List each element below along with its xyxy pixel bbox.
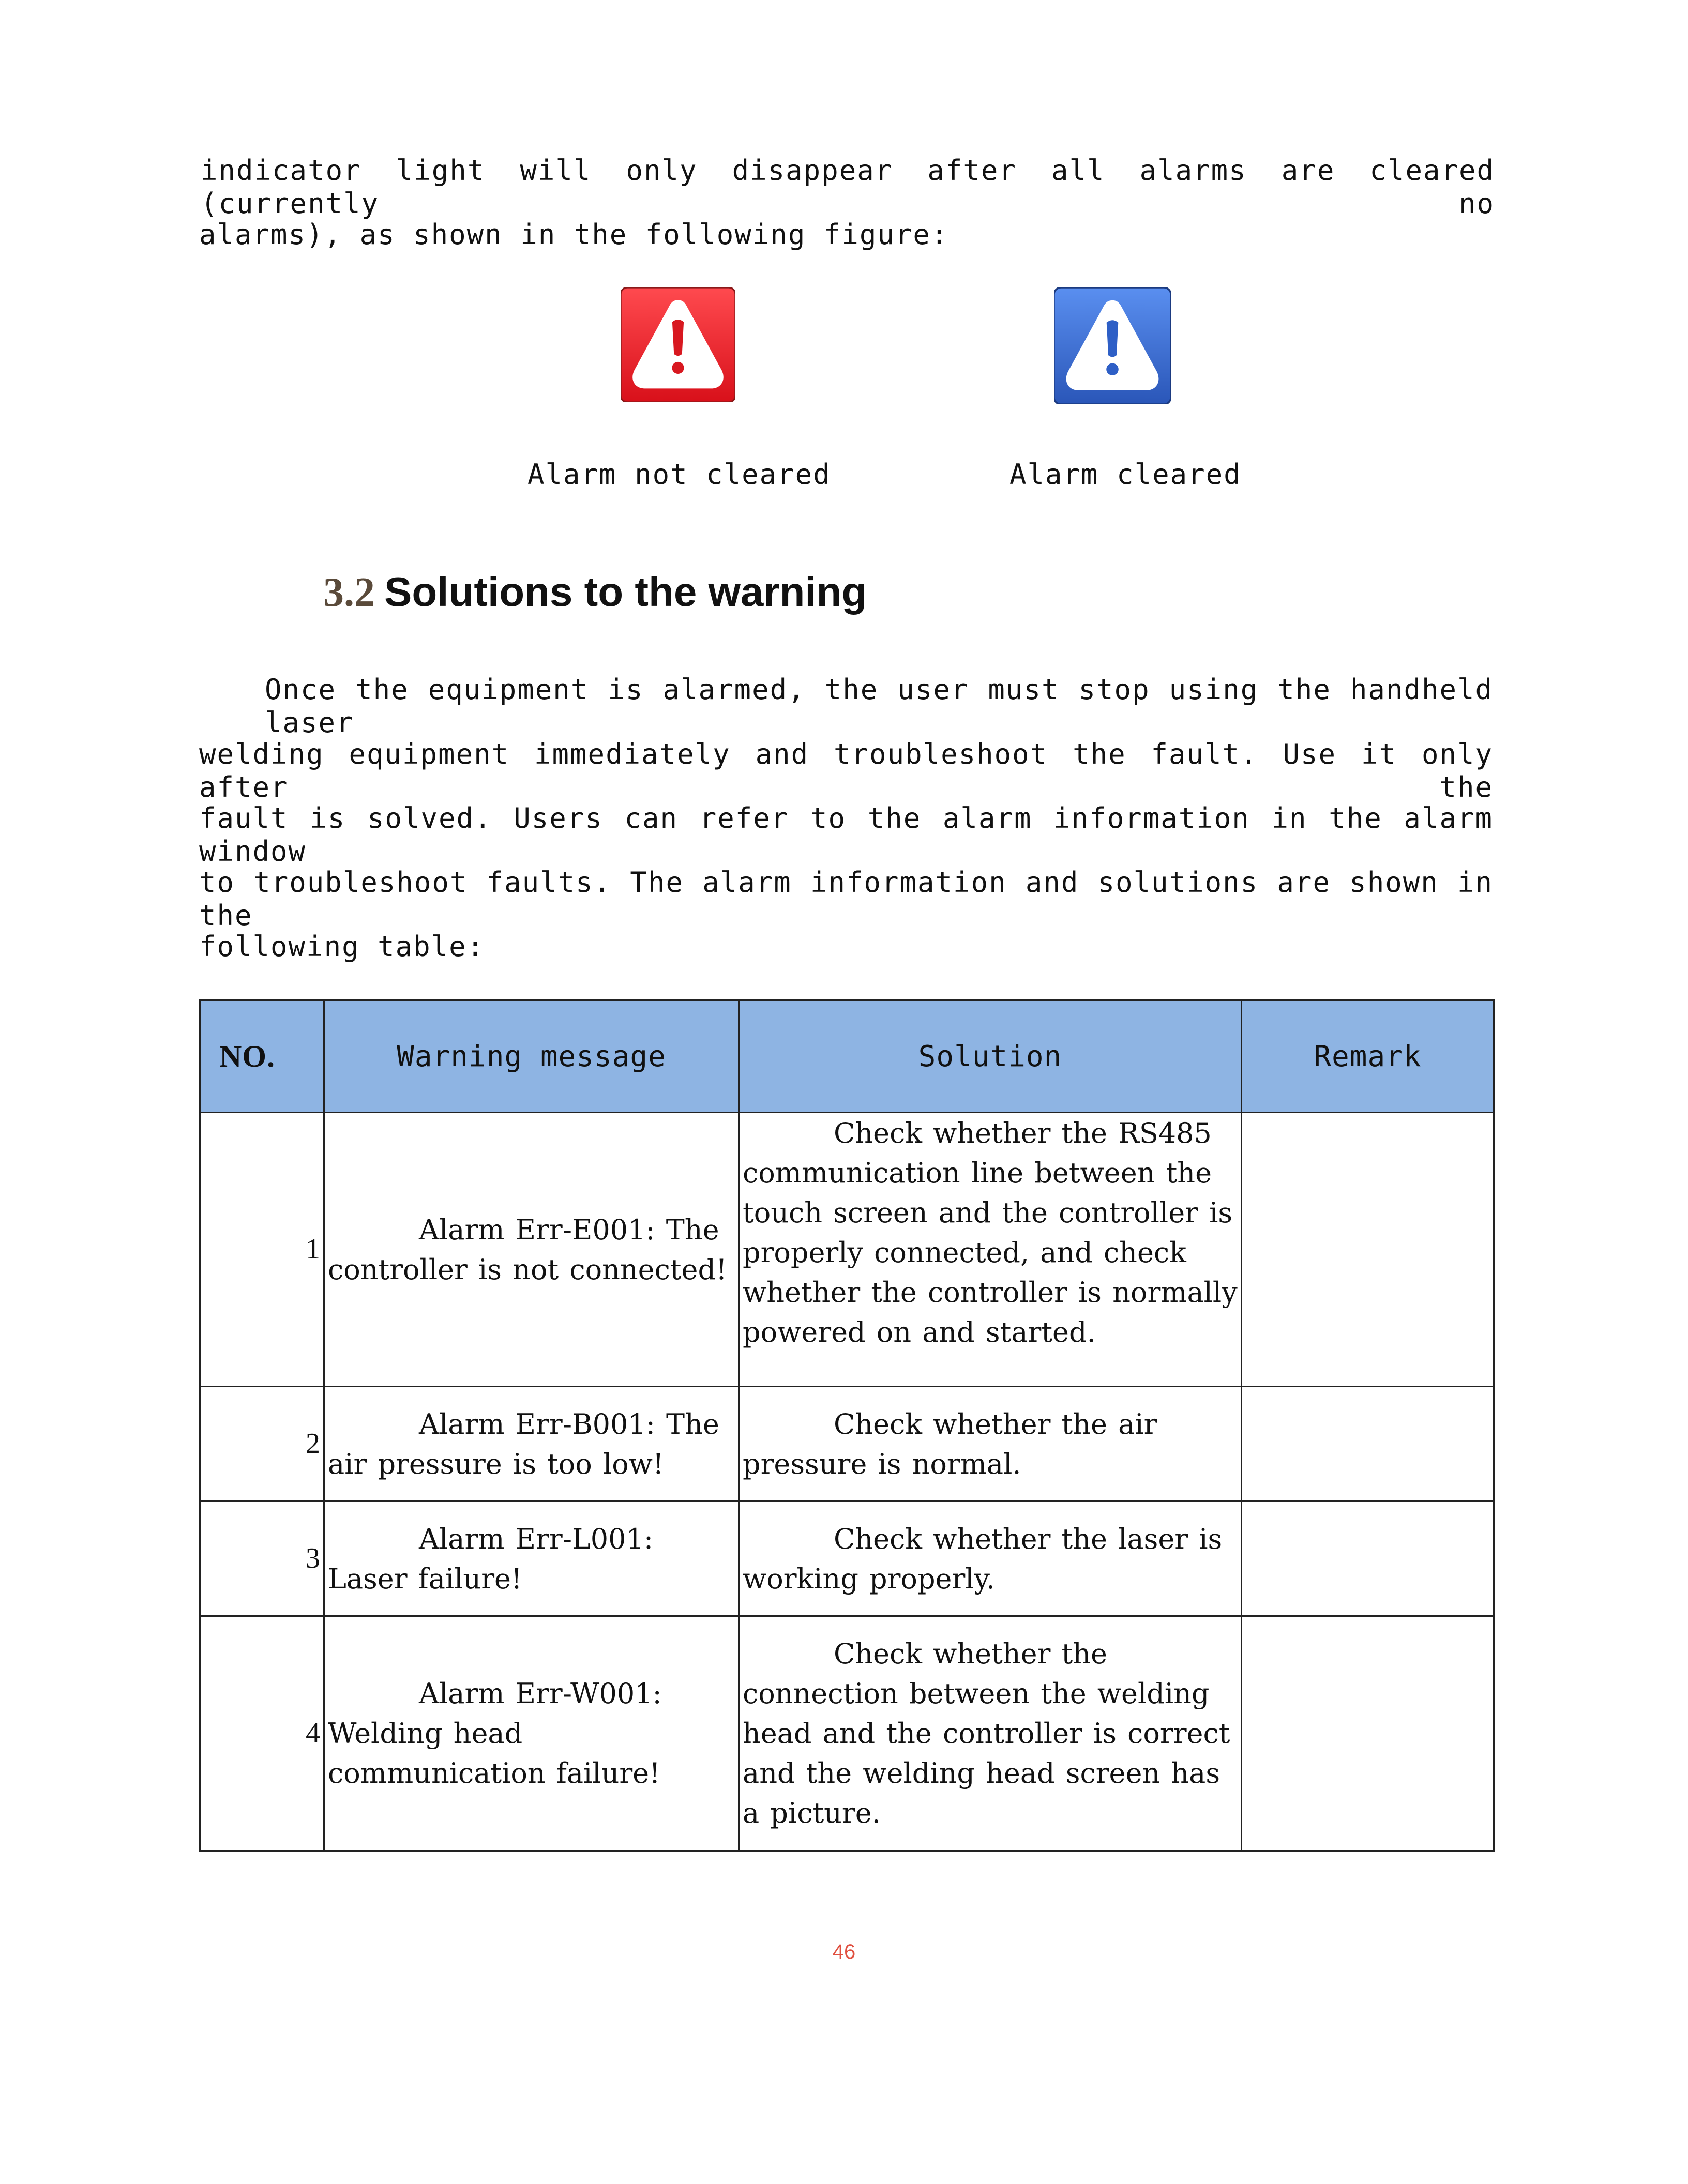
table-row bbox=[200, 1113, 1494, 1387]
table-row bbox=[200, 1387, 1494, 1502]
alarm-table bbox=[199, 999, 1495, 1852]
body-line-4: to troubleshoot faults. The alarm information and solutions are shown in the bbox=[199, 866, 1493, 932]
row-message: Alarm Err-W001: Welding head communication failure! bbox=[324, 1616, 739, 1851]
header-remark: Remark bbox=[1242, 1000, 1494, 1113]
table-header-row bbox=[200, 1000, 1494, 1113]
header-solution: Solution bbox=[739, 1000, 1242, 1113]
table-row bbox=[200, 1616, 1494, 1851]
table-row bbox=[200, 1502, 1494, 1616]
row-number: 4 bbox=[200, 1616, 324, 1851]
page-number: 46 bbox=[832, 1940, 856, 1963]
body-line-5: following table: bbox=[199, 930, 485, 963]
body-line-3: fault is solved. Users can refer to the alarm information in the alarm window bbox=[199, 802, 1493, 868]
header-no: NO. bbox=[200, 1000, 324, 1113]
header-warning-message: Warning message bbox=[324, 1000, 739, 1113]
intro-line-1: indicator light will only disappear after all alarms are cleared (currently no bbox=[201, 154, 1495, 220]
section-title: Solutions to the warning bbox=[384, 569, 867, 615]
row-remark bbox=[1242, 1502, 1494, 1616]
row-remark bbox=[1242, 1616, 1494, 1851]
row-remark bbox=[1242, 1387, 1494, 1502]
body-line-2: welding equipment immediately and troubleshoot the fault. Use it only after the bbox=[199, 738, 1493, 803]
intro-line-2: alarms), as shown in the following figure: bbox=[199, 218, 949, 251]
section-heading bbox=[323, 566, 867, 618]
row-remark bbox=[1242, 1113, 1494, 1387]
alarm-not-cleared-icon bbox=[621, 287, 735, 402]
row-number: 3 bbox=[200, 1502, 324, 1616]
caption-alarm-not-cleared: Alarm not cleared bbox=[528, 458, 831, 491]
caption-alarm-cleared: Alarm cleared bbox=[1009, 458, 1242, 491]
body-line-1: Once the equipment is alarmed, the user must stop using the handheld laser bbox=[265, 673, 1493, 739]
row-message: Alarm Err-B001: The air pressure is too low! bbox=[324, 1387, 739, 1502]
row-number: 1 bbox=[200, 1113, 324, 1387]
row-number: 2 bbox=[200, 1387, 324, 1502]
row-solution: Check whether the air pressure is normal. bbox=[739, 1387, 1242, 1502]
row-message: Alarm Err-L001: Laser failure! bbox=[324, 1502, 739, 1616]
row-message: Alarm Err-E001: The controller is not connected! bbox=[324, 1113, 739, 1387]
alarm-cleared-icon bbox=[1054, 287, 1171, 404]
row-solution: Check whether the connection between the welding head and the controller is correct and the welding head screen has a picture. bbox=[739, 1616, 1242, 1851]
row-solution: Check whether the RS485 communication line between the touch screen and the controller is properly connected, and check whether the controller is normally powered on and started. bbox=[739, 1113, 1242, 1387]
section-number: 3.2 bbox=[323, 570, 375, 615]
row-solution: Check whether the laser is working properly. bbox=[739, 1502, 1242, 1616]
